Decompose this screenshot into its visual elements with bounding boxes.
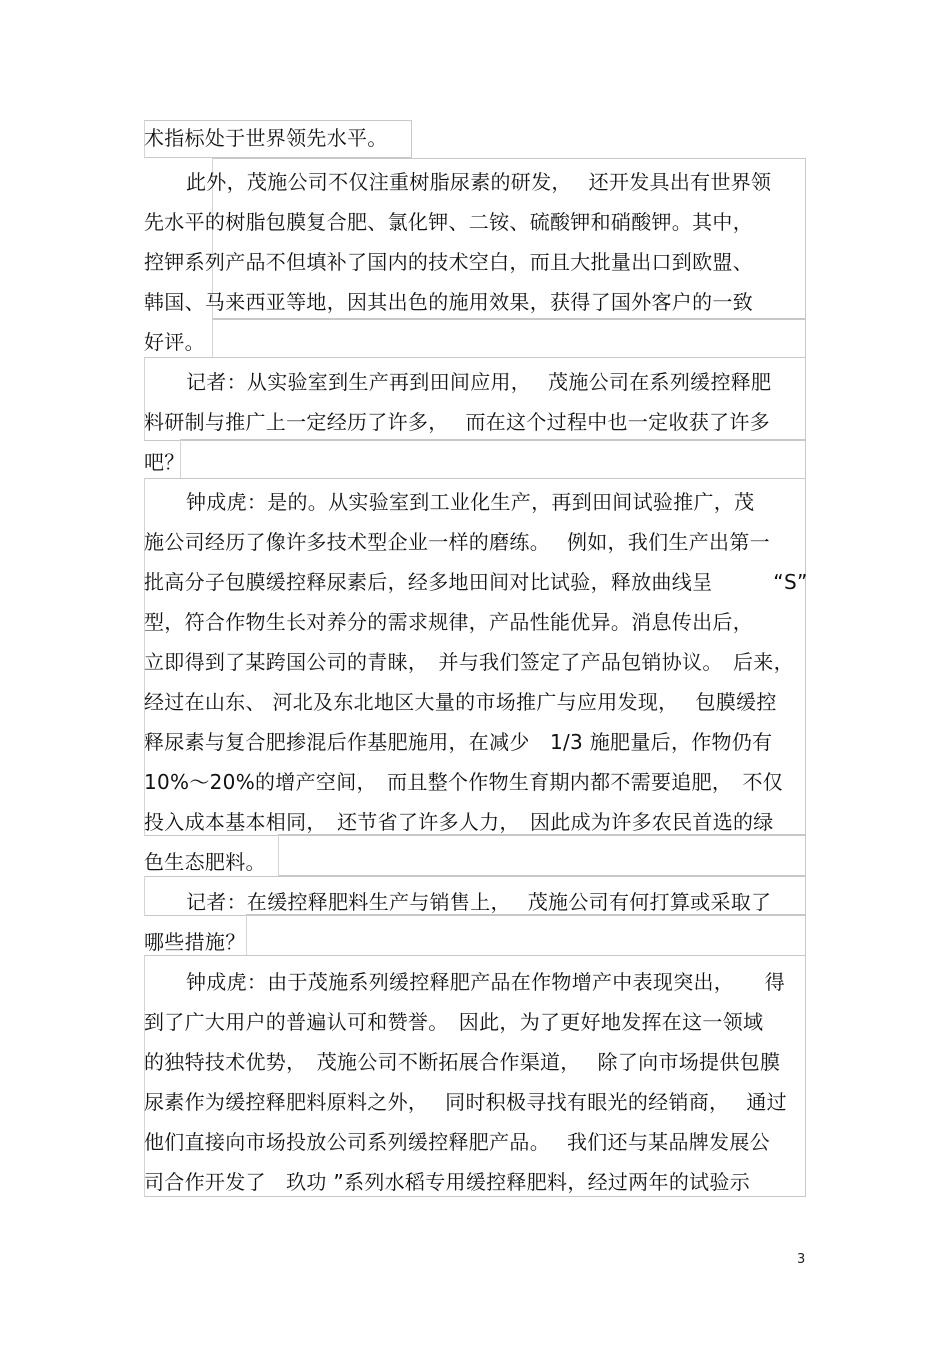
text-line: 经过在山东、 河北及东北地区大量的市场推广与应用发现， 包膜缓控 [144, 690, 777, 714]
text-line: 到了广大用户的普遍认可和赞誉。 因此，为了更好地发挥在这一领域 [144, 1010, 764, 1034]
text-line: 尿素作为缓控释肥料原料之外， 同时积极寻找有眼光的经销商， 通过 [144, 1090, 787, 1114]
text-line: 批高分子包膜缓控释尿素后，经多地田间对比试验，释放曲线呈 “S” [144, 570, 808, 594]
text-line: 术指标处于世界领先水平。 [144, 126, 388, 150]
text-line: 施公司经历了像许多技术型企业一样的磨练。 例如，我们生产出第一 [144, 530, 770, 554]
text-line: 先水平的树脂包膜复合肥、氯化钾、二铵、硫酸钾和硝酸钾。其中， [144, 210, 753, 234]
text-line: 此外，茂施公司不仅注重树脂尿素的研发， 还开发具出有世界领 [186, 170, 772, 194]
text-line: 型，符合作物生长对养分的需求规律，产品性能优异。消息传出后， [144, 610, 753, 634]
text-line: 韩国、马来西亚等地，因其出色的施用效果，获得了国外客户的一致 [144, 290, 753, 314]
text-line: 的独特技术优势， 茂施公司不断拓展合作渠道， 除了向市场提供包膜 [144, 1050, 781, 1074]
text-line: 好评。 [144, 330, 205, 354]
text-line: 色生态肥料。 [144, 850, 266, 874]
text-line: 吧？ [144, 450, 185, 474]
text-line: 他们直接向市场投放公司系列缓控释肥产品。 我们还与某品牌发展公 [144, 1130, 770, 1154]
text-line: 10%～20%的增产空间， 而且整个作物生育期内都不需要追肥， 不仅 [144, 770, 784, 794]
text-line: 投入成本基本相同， 还节省了许多人力， 因此成为许多农民首选的绿 [144, 810, 774, 834]
text-line: 钟成虎：由于茂施系列缓控释肥产品在作物增产中表现突出， 得 [186, 970, 785, 994]
page-number: 3 [797, 1252, 806, 1267]
text-line: 司合作开发了 玖功 ”系列水稻专用缓控释肥料，经过两年的试验示 [144, 1170, 751, 1194]
text-line: 释尿素与复合肥掺混后作基肥施用，在减少 1/3 施肥量后，作物仍有 [144, 730, 773, 754]
text-line: 料研制与推广上一定经历了许多， 而在这个过程中也一定收获了许多 [144, 410, 770, 434]
text-line: 控钾系列产品不但填补了国内的技术空白，而且大批量出口到欧盟、 [144, 250, 753, 274]
text-line: 记者：从实验室到生产再到田间应用， 茂施公司在系列缓控释肥 [186, 370, 772, 394]
text-line: 钟成虎：是的。从实验室到工业化生产，再到田间试验推广，茂 [186, 490, 755, 514]
text-line: 立即得到了某跨国公司的青睐， 并与我们签定了产品包销协议。 后来， [144, 650, 794, 674]
text-line: 哪些措施？ [144, 930, 246, 954]
text-line: 记者：在缓控释肥料生产与销售上， 茂施公司有何打算或采取了 [186, 890, 772, 914]
